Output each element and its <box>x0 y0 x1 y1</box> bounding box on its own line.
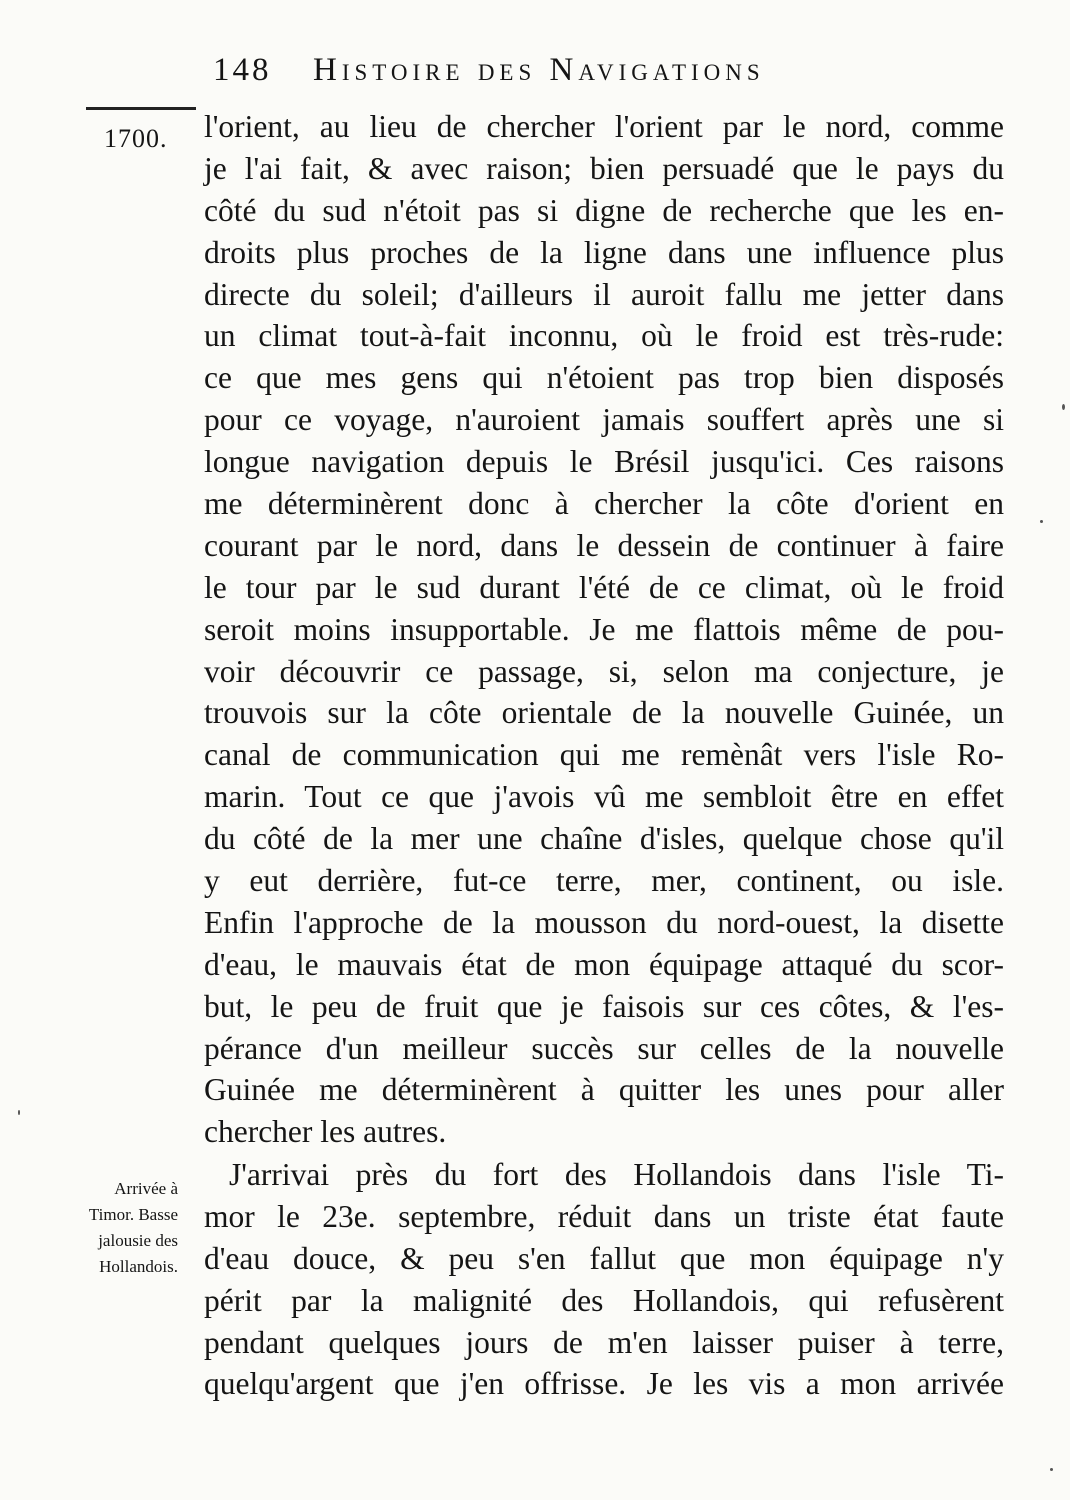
text-line: chercher les autres. <box>204 1114 447 1150</box>
text-line: but, le peu de fruit que je faisois sur ces côtes, & l'es- <box>204 988 1004 1024</box>
text-line: Guinée me déterminèrent à quitter les unes pour aller <box>204 1072 1004 1108</box>
side-note-line: Timor. Basse <box>88 1205 178 1224</box>
text-line: périt par la malignité des Hollandois, qui refusèrent <box>204 1282 1004 1318</box>
text-line: quelqu'argent que j'en offrisse. Je les vis a mon arrivée <box>204 1366 1004 1402</box>
running-title: Histoire des Navigations <box>313 52 765 88</box>
text-line: côté du sud n'étoit pas si digne de recherche que les en- <box>204 192 1004 228</box>
text-line: marin. Tout ce que j'avois vû me sembloit être en effet <box>204 779 1004 815</box>
text-line: droits plus proches de la ligne dans une influence plus <box>204 234 1004 270</box>
side-note-line: Hollandois. <box>99 1257 178 1276</box>
text-line: pendant quelques jours de m'en laisser puiser à terre, <box>204 1324 1004 1360</box>
text-line: courant par le nord, dans le dessein de continuer à faire <box>204 527 1004 563</box>
ink-speck <box>1050 1468 1053 1471</box>
running-header <box>205 52 1005 96</box>
text-line: me déterminèrent donc à chercher la côte d'orient en <box>204 486 1004 522</box>
ink-speck <box>1062 404 1065 410</box>
text-line: je l'ai fait, & avec raison; bien persuadé que le pays du <box>204 150 1004 186</box>
text-line: Enfin l'approche de la mousson du nord-ouest, la disette <box>204 904 1004 940</box>
text-line: d'eau douce, & peu s'en fallut que mon équipage n'y <box>204 1240 1004 1276</box>
text-line: mor le 23e. septembre, réduit dans un triste état faute <box>204 1198 1004 1234</box>
text-line: directe du soleil; d'ailleurs il auroit fallu me jetter dans <box>204 276 1004 312</box>
ink-speck <box>18 1110 20 1115</box>
margin-rule <box>86 107 196 110</box>
ink-speck <box>1040 520 1043 523</box>
text-line: J'arrivai près du fort des Hollandois dans l'isle Ti- <box>229 1157 1004 1192</box>
margin-side-note <box>64 1176 178 1280</box>
text-line: ce que mes gens qui n'étoient pas trop bien disposés <box>204 360 1004 396</box>
text-line: seroit moins insupportable. Je me flattois même de pou- <box>204 611 1004 647</box>
text-line: voir découvrir ce passage, si, selon ma conjecture, je <box>204 653 1004 689</box>
text-line: le tour par le sud durant l'été de ce climat, où le froid <box>204 569 1004 605</box>
text-line: longue navigation depuis le Brésil jusqu'ici. Ces raisons <box>204 444 1004 480</box>
text-line: un climat tout-à-fait inconnu, où le froid est très-rude: <box>204 318 1004 354</box>
margin-year: 1700. <box>104 124 168 153</box>
side-note-line: Arrivée à <box>114 1179 178 1198</box>
text-line: pérance d'un meilleur succès sur celles de la nouvelle <box>204 1030 1004 1066</box>
text-line: du côté de la mer une chaîne d'isles, quelque chose qu'il <box>204 821 1004 857</box>
text-line: l'orient, au lieu de chercher l'orient par le nord, comme <box>204 109 1004 144</box>
paragraph-1 <box>204 106 1004 1153</box>
side-note-line: jalousie des <box>98 1231 178 1250</box>
text-line: y eut derrière, fut-ce terre, mer, continent, ou isle. <box>204 863 1004 899</box>
text-line: trouvois sur la côte orientale de la nouvelle Guinée, un <box>204 695 1004 731</box>
text-line: d'eau, le mauvais état de mon équipage attaqué du scor- <box>204 946 1004 982</box>
page-number: 148 <box>213 52 272 88</box>
paragraph-2 <box>204 1154 1004 1405</box>
text-line: canal de communication qui me remènât vers l'isle Ro- <box>204 737 1004 773</box>
text-line: pour ce voyage, n'auroient jamais souffert après une si <box>204 402 1004 438</box>
